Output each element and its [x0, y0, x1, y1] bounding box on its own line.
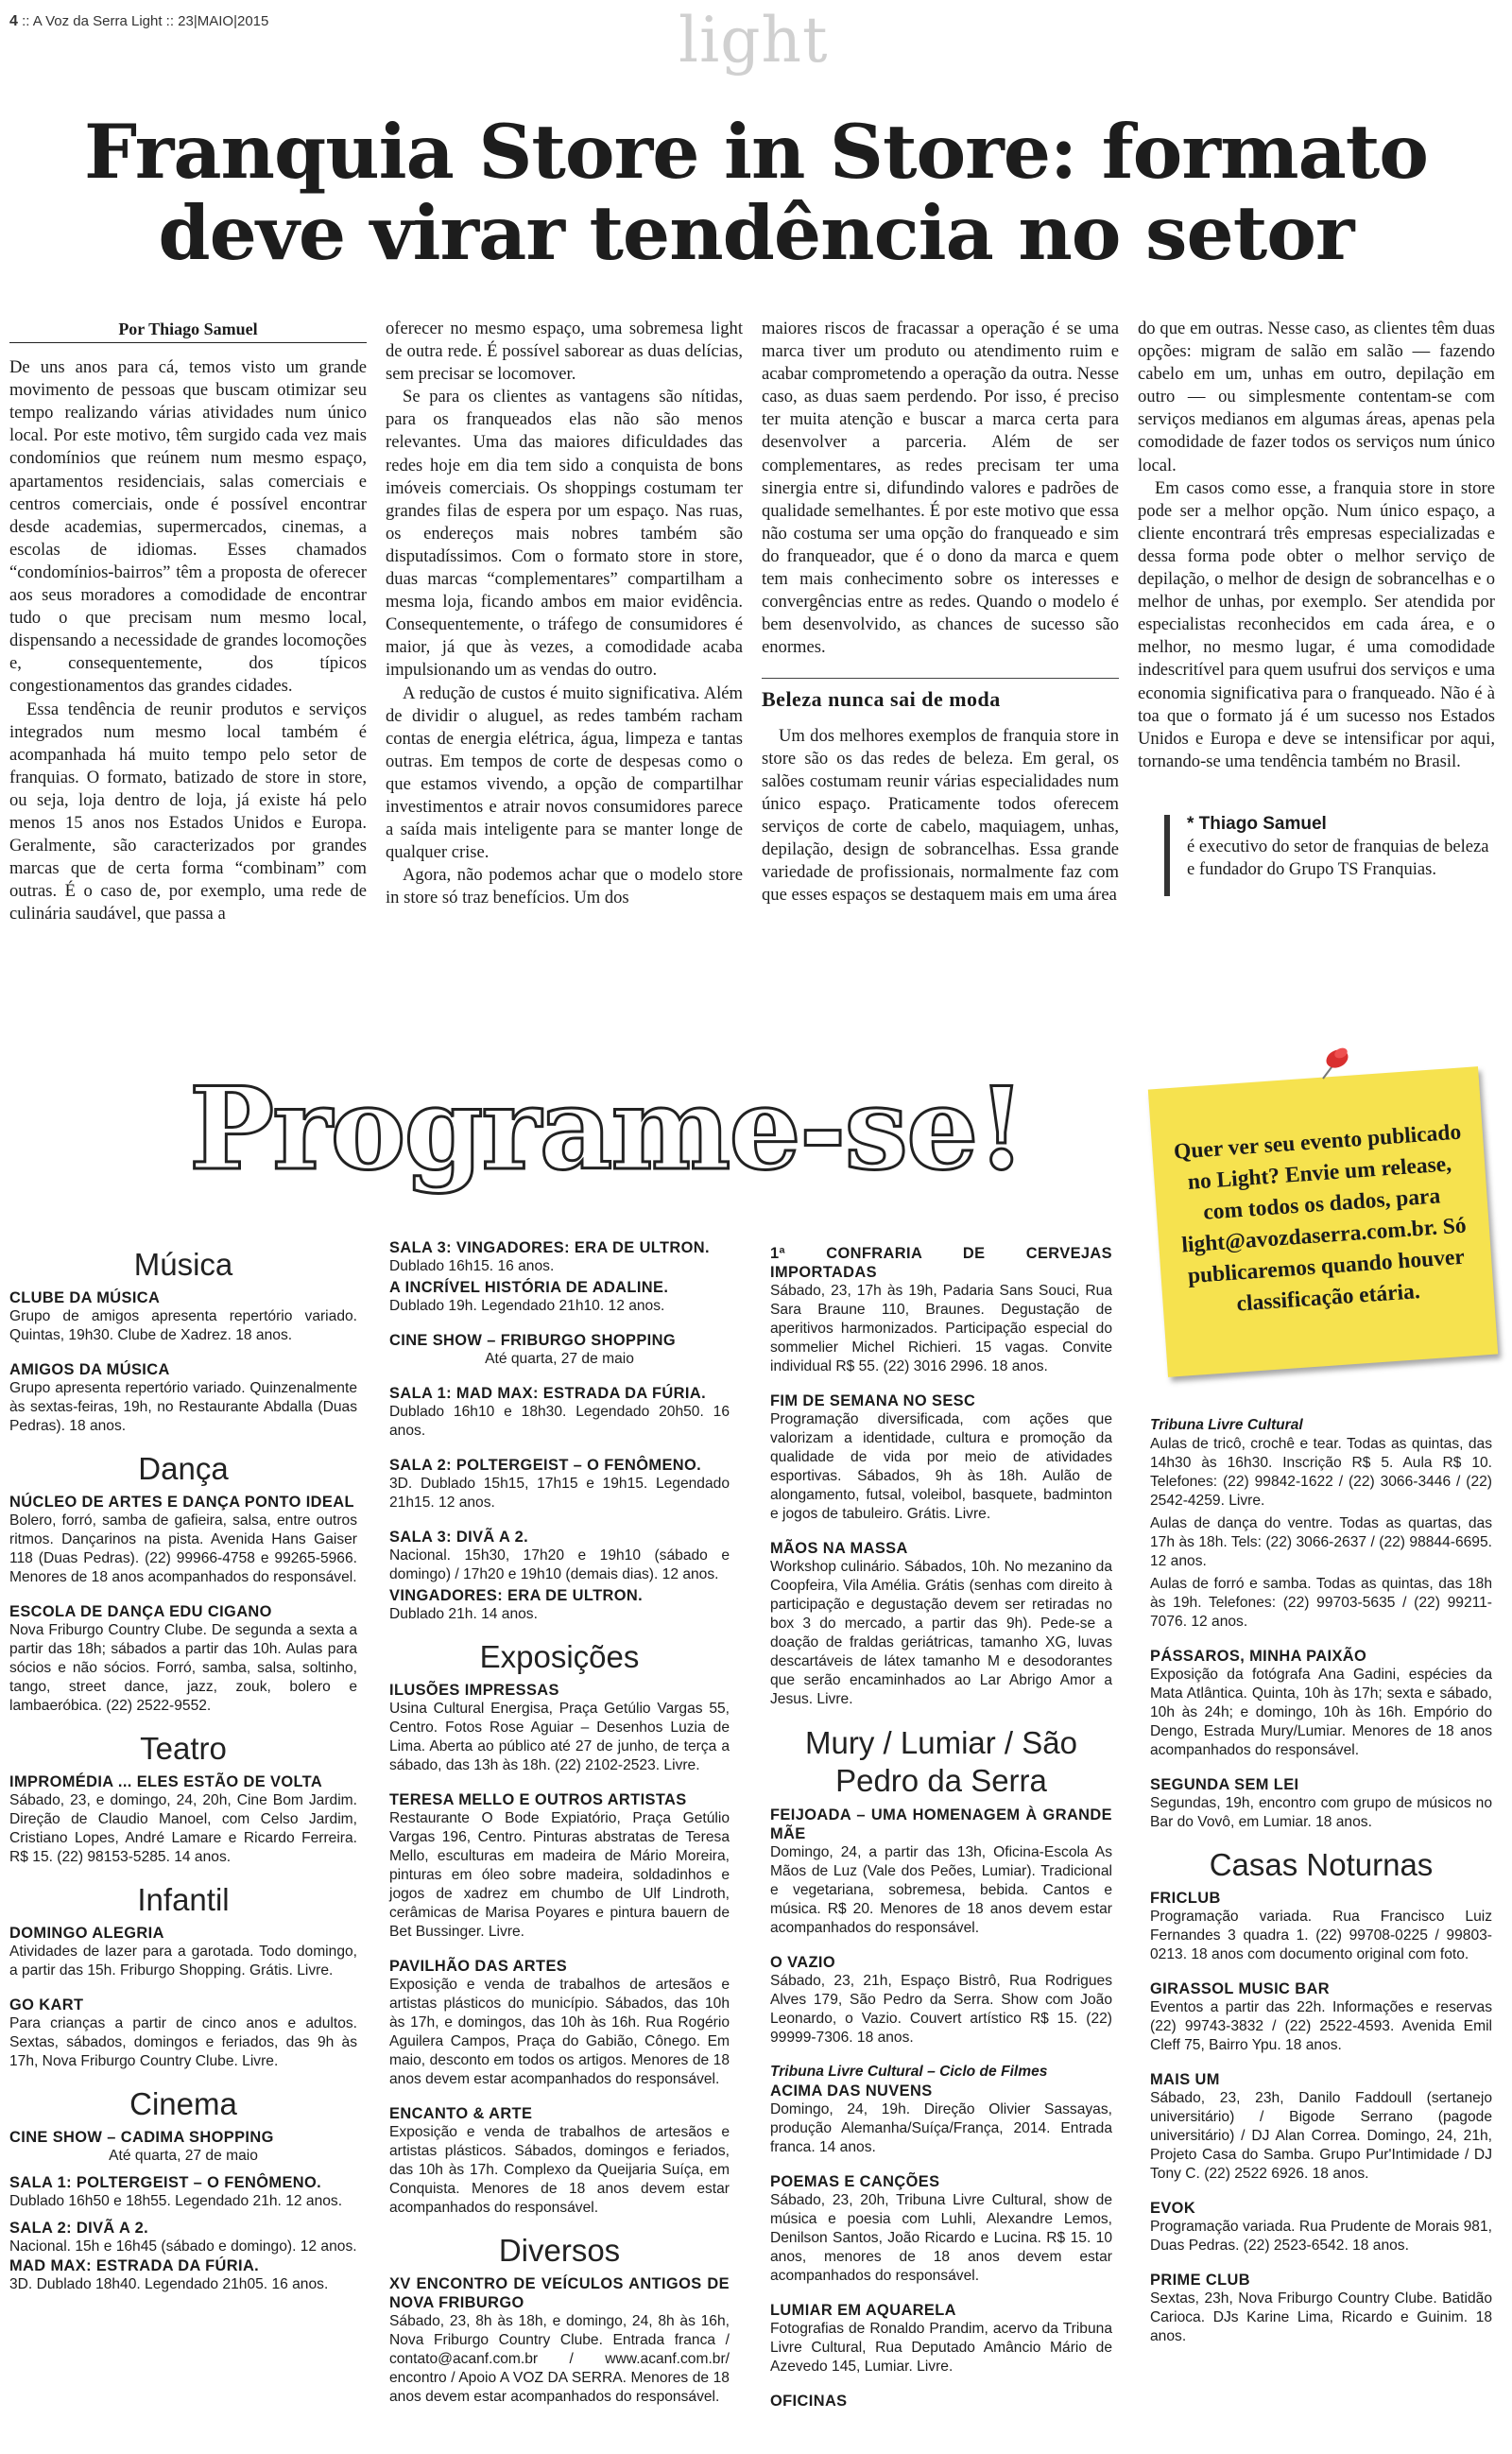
article-paragraph: A redução de custos é muito significativa. Além de dividir o aluguel, as redes também racham contas de energia elétrica, água, limpeza e tantas outras. Em tempos de corte de despesas como o que estamos vivendo, a opção de compartilhar investimentos e atrair novos consumidores parece a saída mais inteligente para se manter longe de qualquer crise.	[386, 683, 743, 863]
event-item	[389, 1957, 730, 2089]
event-item	[389, 1790, 730, 1942]
event-body: Exposição e venda de trabalhos de artesãos e artistas plásticos. Sábados, domingos e feriados, das 10h às 17h. Complexo da Queijaria Suíça, em Conquista. Menores de 18 anos devem estar acompanhados do responsável.	[389, 2124, 730, 2216]
category-heading: Teatro	[9, 1731, 357, 1763]
event-body: Nova Friburgo Country Clube. De segunda a sexta a partir das 18h; sábados a partir das 10h. Aulas para sócios e não sócios. Forró, samba, salsa, soltinho, tango, street dance, jazz, zouk, bolero e lambaeróbica. (22) 2522-9552.	[9, 1622, 357, 1714]
event-item	[1150, 1647, 1492, 1760]
article-paragraph: do que em outras. Nesse caso, as clientes têm duas opções: migram de salão em salão — fazendo cabelo em um, unhas em outro, depilação em outro — ou simplesmente contentam-se com serviços medianos em algumas áreas, apenas pela comodidade de fazer todos os serviços num único local.	[1138, 319, 1495, 475]
event-body: Nacional. 15h e 16h45 (sábado e domingo). 12 anos.	[9, 2238, 357, 2255]
event-title: ENCANTO & ARTE	[389, 2105, 533, 2122]
author-note	[1138, 813, 1495, 881]
event-title: A INCRÍVEL HISTÓRIA DE ADALINE.	[389, 1279, 669, 1296]
event-item	[9, 1493, 357, 1587]
event-title: PÁSSAROS, MINHA PAIXÃO	[1150, 1648, 1367, 1665]
event-item	[9, 2128, 357, 2166]
event-item	[9, 2173, 357, 2211]
event-item	[770, 1391, 1112, 1524]
event-item	[770, 2172, 1112, 2286]
event-body: Aulas de dança do ventre. Todas as quartas, das 17h às 18h. Tels: (22) 3066-2637 / (22) 98844-6695. 12 anos.	[1150, 1515, 1492, 1569]
article-column-1	[9, 318, 367, 925]
event-body: Grupo de amigos apresenta repertório variado. Quintas, 19h30. Clube de Xadrez. 18 anos.	[9, 1308, 357, 1343]
event-item	[9, 1772, 357, 1867]
event-item	[9, 1924, 357, 1980]
event-body: 3D. Dublado 15h15, 17h15 e 19h15. Legendado 21h15. 12 anos.	[389, 1476, 730, 1511]
event-title: MAIS UM	[1150, 2071, 1220, 2088]
event-title: 1ª CONFRARIA DE CERVEJAS IMPORTADAS	[770, 1245, 1112, 1281]
category-heading: Diversos	[389, 2233, 730, 2265]
event-title: ILUSÕES IMPRESSAS	[389, 1682, 559, 1699]
event-tag: Tribuna Livre Cultural	[1150, 1417, 1303, 1433]
event-body: Nacional. 15h30, 17h20 e 19h10 (sábado e domingo) / 17h20 e 19h10 (demais dias). 12 anos.	[389, 1547, 730, 1582]
category-heading: Mury / Lumiar / São Pedro da Serra	[770, 1724, 1112, 1796]
event-item	[770, 2063, 1112, 2157]
event-body: Programação diversificada, com ações que valorizam a identidade, cultura e promoção da qualidade de vida por meio de atividades esportivas. Sábados, 9h às 18h. Aulão de alongamento, futsal, voleibol, basquete, badminton e jogos de tabuleiro. Grátis. Livre.	[770, 1411, 1112, 1522]
event-item	[9, 2256, 357, 2294]
section-tag: light	[679, 4, 829, 77]
event-item	[389, 1331, 730, 1369]
event-title: XV ENCONTRO DE VEÍCULOS ANTIGOS DE NOVA FRIBURGO	[389, 2275, 730, 2311]
event-item	[389, 2104, 730, 2218]
event-body: Segundas, 19h, encontro com grupo de músicos no Bar do Vovô, em Lumiar. 18 anos.	[1150, 1795, 1492, 1830]
event-title: SALA 3: DIVÃ A 2.	[389, 1529, 529, 1546]
event-item	[770, 1953, 1112, 2048]
event-title: ESCOLA DE DANÇA EDU CIGANO	[9, 1603, 272, 1620]
article-column-3	[762, 318, 1119, 907]
event-item	[9, 2219, 357, 2256]
event-body: Dublado 16h10 e 18h30. Legendado 20h50. 16 anos.	[389, 1404, 730, 1439]
event-body: Sábado, 23, e domingo, 24, 20h, Cine Bom Jardim. Direção de Claudio Manoel, com Celso Jardim, Cristiano Lopes, André Lamare e Ricardo Ferreira. R$ 15. (22) 98153-5285. 14 anos.	[9, 1792, 357, 1865]
event-item	[1150, 1514, 1492, 1571]
event-item	[9, 1602, 357, 1716]
event-body: Aulas de tricô, crochê e tear. Todas as quintas, das 14h30 às 16h30. Inscrição R$ 5. Aula R$ 10. Telefones: (22) 99842-1622 / (22) 3066-3446 / (22) 2542-4259. Livre.	[1150, 1436, 1492, 1509]
event-item	[770, 1806, 1112, 1938]
event-title: EVOK	[1150, 2200, 1196, 2217]
event-title: O VAZIO	[770, 1954, 835, 1971]
event-item	[389, 1278, 730, 1316]
article-paragraph: Em casos como esse, a franquia store in store pode ser a melhor opção. Num único espaço, a cliente encontrará três empresas especializadas e dessa forma pode obter o melhor serviço de depilação, o melhor de design de sobrancelhas e o melhor de unhas, por exemplo. Ser atendida por especialistas reconhecidos em cada área, e o melhor, no mesmo lugar, é uma comodidade indescritível para quem usufrui dos serviços e uma economia significativa para o franqueado. Não é à toa que o formato já é um sucesso nos Estados Unidos e Europa e deve se intensificar por aqui, tornando-se uma tendência também no Brasil.	[1138, 477, 1495, 771]
author-note-text: é executivo do setor de franquias de beleza e fundador do Grupo TS Franquias.	[1187, 836, 1489, 880]
article-paragraph: oferecer no mesmo espaço, uma sobremesa light de outra rede. É possível saborear as duas delícias, sem precisar se locomover.	[386, 319, 743, 385]
event-body: Aulas de forró e samba. Todas as quintas, das 18h às 19h. Telefones: (22) 99703-5635 / (22) 99211-7076. 12 anos.	[1150, 1576, 1492, 1630]
event-body: Dublado 21h. 14 anos.	[389, 1606, 538, 1622]
event-body: Programação variada. Rua Francisco Luiz Fernandes 3 quadra 1. (22) 99708-0225 / 99803-0213. 18 anos com documento original com foto.	[1150, 1909, 1492, 1962]
event-item	[389, 1681, 730, 1775]
event-title: CINE SHOW – CADIMA SHOPPING	[9, 2129, 274, 2146]
event-body: Dublado 19h. Legendado 21h10. 12 anos.	[389, 1298, 665, 1314]
event-body: 3D. Dublado 18h40. Legendado 21h05. 16 anos.	[9, 2276, 329, 2292]
programe-column-3	[770, 1244, 1112, 2426]
article-column-4	[1138, 318, 1495, 881]
event-body: Para crianças a partir de cinco anos e adultos. Sextas, sábados, domingos e feriados, das 9h às 17h, Nova Friburgo Country Clube. Livre.	[9, 2015, 357, 2069]
event-body: Atividades de lazer para a garotada. Todo domingo, a partir das 15h. Friburgo Shopping. Grátis. Livre.	[9, 1944, 357, 1979]
event-title: FRICLUB	[1150, 1890, 1221, 1907]
category-heading: Exposições	[389, 1639, 730, 1671]
event-title: MÃOS NA MASSA	[770, 1540, 908, 1557]
event-body: Sábado, 23, 20h, Tribuna Livre Cultural, show de música e poesia com Luhli, Alexandre Lemos, Denilson Santos, João Ricardo e Lucina. R$ 15. 10 anos, menores de 18 anos devem estar acompanhados do responsável.	[770, 2192, 1112, 2284]
event-item	[1150, 2199, 1492, 2255]
event-item	[1150, 1775, 1492, 1832]
article-paragraph: maiores riscos de fracassar a operação é se uma marca tiver um produto ou atendimento ruim e acabar comprometendo a operação da outra. Nesse caso, as duas saem perdendo. Por isso, é preciso ter muita atenção e buscar a marca certa para desenvolver a parceria. Além de ser complementares, as redes precisam ter uma sinergia entre si, difundindo valores e padrões de qualidade semelhantes. É por este motivo que essa não costuma ser uma opção do franqueado e sim do franqueador, que é o dono da marca e quem tem mais conhecimento sobre os interesses e convergências entre as redes. Quando o modelo é bem desenvolvido, as chances de sucesso são enormes.	[762, 319, 1119, 658]
page-folio	[9, 13, 268, 30]
event-body: Fotografias de Ronaldo Prandim, acervo da Tribuna Livre Cultural, Rua Deputado Amâncio Mário de Azevedo 145, Lumiar. Livre.	[770, 2321, 1112, 2375]
article-column-2	[386, 318, 743, 909]
event-title: GO KART	[9, 1996, 84, 2013]
event-body: Sábado, 23, 21h, Espaço Bistrô, Rua Rodrigues Alves 179, São Pedro da Serra. Show com João Leonardo, o Vazio. Couvert artístico R$ 15. (22) 99999-7306. 18 anos.	[770, 1973, 1112, 2046]
programe-column-2	[389, 1238, 730, 2422]
event-item	[389, 1456, 730, 1512]
event-body: Domingo, 24, a partir das 13h, Oficina-Escola As Mãos de Luz (Vale dos Peões, Lumiar). Tradicional e vegetariana, sobremesa, bebida. Cantos e música. R$ 20. Menores de 18 anos devem estar acompanhados do responsável.	[770, 1844, 1112, 1936]
category-heading: Cinema	[9, 2086, 357, 2118]
event-body: Usina Cultural Energisa, Praça Getúlio Vargas 55, Centro. Fotos Rose Aguiar – Desenhos Luzia de Lima. Aberta ao público até 27 de junho, de terça a sábado, das 13h às 18h. (22) 2102-2523. Livre.	[389, 1701, 730, 1773]
event-item	[770, 2392, 1112, 2411]
event-title: ACIMA DAS NUVENS	[770, 2082, 933, 2100]
event-title: SALA 1: MAD MAX: ESTRADA DA FÚRIA.	[389, 1385, 707, 1402]
category-heading: Música	[9, 1247, 357, 1279]
article-byline: Por Thiago Samuel	[9, 318, 367, 343]
article-subhead: Beleza nunca sai de moda	[762, 678, 1119, 711]
article-paragraph: Se para os clientes as vantagens são nítidas, para os franqueados elas não são menos relevantes. Uma das maiores dificuldades das redes hoje em dia tem sido a conquista de bons imóveis comerciais. Os shoppings costumam ter grandes filas de espera por um espaço. Nas ruas, os endereços mais nobres também são disputadíssimos. Com o formato store in store, duas marcas “complementares” compartilham a mesma loja, ficando ambos em maior evidência. Consequentemente, o tráfego de consumidores é maior, já que às vezes, a comodidade acaba impulsionando um as vendas do outro.	[386, 387, 743, 681]
event-title: GIRASSOL MUSIC BAR	[1150, 1980, 1330, 1997]
event-title: CINE SHOW – FRIBURGO SHOPPING	[389, 1332, 677, 1349]
event-title: DOMINGO ALEGRIA	[9, 1925, 164, 1942]
event-body: Exposição e venda de trabalhos de artesãos e artistas plásticos do município. Sábados, das 10h às 17h, e domingos, das 10h às 16h. Rua Rogério Aguilera Campos, Praça do Gabião, Cônego. Em maio, desconto em todos os artigos. Menores de 18 anos devem estar acompanhados do responsável.	[389, 1977, 730, 2087]
event-item	[9, 1996, 357, 2071]
event-item	[1150, 1889, 1492, 1964]
event-body: Sábado, 23, 17h às 19h, Padaria Sans Souci, Rua Sara Braune 110, Braunes. Degustação de aperitivos harmonizados. Participação especial do sommelier Michel Richieri. 15 vagas. Convite individual R$ 55. (22) 3016 2996. 18 anos.	[770, 1283, 1112, 1374]
event-title: OFICINAS	[770, 2393, 848, 2410]
event-item	[1150, 1575, 1492, 1632]
event-title: SALA 3: VINGADORES: ERA DE ULTRON.	[389, 1239, 710, 1256]
author-note-name: * Thiago Samuel	[1187, 813, 1327, 834]
event-title: POEMAS E CANÇÕES	[770, 2173, 940, 2190]
event-title: SALA 2: DIVÃ A 2.	[9, 2220, 149, 2237]
event-title: MAD MAX: ESTRADA DA FÚRIA.	[9, 2257, 260, 2274]
event-item	[770, 1244, 1112, 1376]
event-item	[1150, 2271, 1492, 2346]
event-item	[389, 1384, 730, 1441]
event-body: Sextas, 23h, Nova Friburgo Country Clube. Batidão Carioca. DJs Karine Lima, Ricardo e Guinim. 18 anos.	[1150, 2290, 1492, 2344]
sticky-note: Quer ver seu evento publicado no Light? Envie um release, com todos os dados, para light@avozdaserra.com.br. Só publicaremos quando houver classificação etária.	[1148, 1066, 1498, 1377]
event-item	[770, 1539, 1112, 1709]
event-body: Exposição da fotógrafa Ana Gadini, espécies da Mata Atlântica. Quinta, 10h às 17h; sexta e sábado, 10h às 24h; e domingo, 10h às 16h. Empório do Dengo, Estrada Mury/Lumiar. Menores de 18 anos acompanhados do responsável.	[1150, 1667, 1492, 1758]
event-body: Dublado 16h15. 16 anos.	[389, 1258, 555, 1274]
category-heading: Casas Noturnas	[1150, 1847, 1492, 1879]
event-title: PRIME CLUB	[1150, 2272, 1250, 2289]
event-tag: Tribuna Livre Cultural – Ciclo de Filmes	[770, 2064, 1048, 2080]
event-title: FEIJOADA – UMA HOMENAGEM À GRANDE MÃE	[770, 1806, 1112, 1842]
event-title: TERESA MELLO E OUTROS ARTISTAS	[389, 1791, 687, 1808]
category-heading: Infantil	[9, 1882, 357, 1914]
article-paragraph: Um dos melhores exemplos de franquia store in store são os das redes de beleza. Em geral, os salões costumam reunir várias especialidades num único espaço. Praticamente todos oferecem serviços de corte de cabelo, maquiagem, unhas, depilação, design de sobrancelhas. Essa grande variedade de profissionais, normalmente faz com que esses espaços se destaquem mais em uma área	[762, 725, 1119, 906]
event-title: IMPROMÉDIA ... ELES ESTÃO DE VOLTA	[9, 1773, 323, 1790]
event-title: SEGUNDA SEM LEI	[1150, 1776, 1299, 1793]
event-title: VINGADORES: ERA DE ULTRON.	[389, 1587, 644, 1604]
event-title: SALA 2: POLTERGEIST – O FENÔMENO.	[389, 1457, 702, 1474]
event-item	[389, 2274, 730, 2407]
event-body: Dublado 16h50 e 18h55. Legendado 21h. 12 anos.	[9, 2193, 343, 2209]
event-body: Eventos a partir das 22h. Informações e reservas (22) 99743-3832 / (22) 2522-4593. Avenida Emil Cleff 75, Bairro Ypu. 18 anos.	[1150, 1999, 1492, 2053]
event-title: AMIGOS DA MÚSICA	[9, 1361, 170, 1378]
programe-column-1	[9, 1234, 357, 2309]
article-headline: Franquia Store in Store: formato deve virar tendência no setor	[84, 108, 1428, 277]
event-body: Domingo, 24, 19h. Direção Olivier Sassayas, produção Alemanha/Suíça/França, 2014. Entrada franca. 14 anos.	[770, 2101, 1112, 2155]
event-item	[1150, 1979, 1492, 2055]
event-item	[389, 1586, 730, 1624]
event-title: FIM DE SEMANA NO SESC	[770, 1392, 976, 1409]
programe-column-4	[1150, 1416, 1492, 2361]
event-title: NÚCLEO DE ARTES E DANÇA PONTO IDEAL	[9, 1494, 354, 1511]
article-paragraph: De uns anos para cá, temos visto um grande movimento de pessoas que buscam otimizar seu tempo realizando várias atividades num único local. Por este motivo, têm surgido cada vez mais condomínios que reúnem num mesmo espaço, apartamentos residenciais, salas comerciais e centros comerciais, onde é possível encontrar desde academias, supermercados, cinemas, a escolas de idiomas. Esses chamados “condomínios-bairros” têm a proposta de oferecer aos seus moradores a comodidade de encontrar tudo o que precisam num mesmo local, dispensando a necessidade de grandes locomoções e, consequentemente, dos típicos congestionamentos das grandes cidades.	[9, 357, 367, 697]
event-title: CLUBE DA MÚSICA	[9, 1289, 161, 1306]
event-body: Workshop culinário. Sábados, 10h. No mezanino da Coopfeira, Vila Amélia. Grátis (senhas com direito à participação e degustação devem ser retiradas no box 3 do mercado, a partir das 9h). Pede-se a doação de fraldas geriátricas, tamanho XG, luvas descartáveis de látex tamanho M e desodorantes que serão encaminhados ao Lar Abrigo Amor a Jesus. Livre.	[770, 1559, 1112, 1707]
event-item	[389, 1238, 730, 1276]
event-body: Sábado, 23, 23h, Danilo Faddoull (sertanejo universitário) / Bigode Serrano (pagode universitário) / DJ Alan Correa. Domingo, 24, 21h, Projeto Casa do Samba. Grupo Pur'Intimidade / DJ Tony C. (22) 2522 6926. 18 anos.	[1150, 2090, 1492, 2182]
event-body: Programação variada. Rua Prudente de Morais 981, Duas Pedras. (22) 2523-6542. 18 anos.	[1150, 2219, 1492, 2254]
event-subtitle: Até quarta, 27 de maio	[109, 2148, 258, 2164]
page-number: 4	[9, 13, 18, 29]
event-item	[9, 1360, 357, 1436]
event-item	[770, 2301, 1112, 2376]
event-item	[1150, 1416, 1492, 1511]
event-body: Grupo apresenta repertório variado. Quinzenalmente às sextas-feiras, 19h, no Restaurante Abdalla (Duas Pedras). 18 anos.	[9, 1380, 357, 1434]
event-title: LUMIAR EM AQUARELA	[770, 2302, 956, 2319]
event-body: Restaurante O Bode Expiatório, Praça Getúlio Vargas 196, Centro. Pinturas abstratas de Teresa Mello, esculturas em madeira de Mário Moreira, pinturas em óleo sobre madeira, soldadinhos e jogos de xadrez em chumbo de Ulf Lindroth, cerâmicas de Marisa Poyares e pintura bauern de Bet Bussinger. Livre.	[389, 1810, 730, 1940]
category-heading: Dança	[9, 1451, 357, 1483]
event-item	[389, 1528, 730, 1584]
pushpin-icon	[1315, 1043, 1353, 1080]
folio-text: :: A Voz da Serra Light :: 23|MAIO|2015	[22, 13, 269, 29]
article-paragraph: Agora, não podemos achar que o modelo store in store só traz benefícios. Um dos	[386, 865, 743, 908]
programe-title: Programe-se!	[189, 1063, 1025, 1196]
article-paragraph: Essa tendência de reunir produtos e serviços integrados num mesmo local também é acompanhada há muito tempo pelo setor de franquias. O formato, batizado de store in store, ou seja, loja dentro de loja, já existe há pelo menos 15 anos nos Estados Unidos e Europa. Geralmente, são caracterizados por grandes marcas que de certa forma “combinam” com outras. É o caso de, por exemplo, uma rede de culinária saudável, que passa a	[9, 699, 367, 925]
event-subtitle: Até quarta, 27 de maio	[485, 1351, 634, 1367]
event-title: SALA 1: POLTERGEIST – O FENÔMENO.	[9, 2174, 322, 2191]
event-body: Sábado, 23, 8h às 18h, e domingo, 24, 8h às 16h, Nova Friburgo Country Clube. Entrada franca / contato@acanf.com.br / www.acanf.com.br/ encontro / Apoio A VOZ DA SERRA. Menores de 18 anos devem estar acompanhados do responsável.	[389, 2313, 730, 2405]
event-title: PAVILHÃO DAS ARTES	[389, 1958, 568, 1975]
event-item	[1150, 2070, 1492, 2184]
event-item	[9, 1288, 357, 1345]
event-body: Bolero, forró, samba de gafieira, salsa, entre outros ritmos. Dançarinos na pista. Avenida Hans Gaiser 118 (Duas Pedras). (22) 99966-4758 e 99265-5966. Menores de 18 anos acompanhados do responsável.	[9, 1512, 357, 1585]
